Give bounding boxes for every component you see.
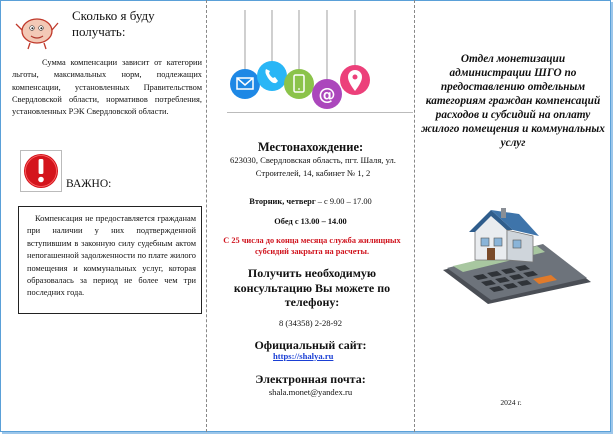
location-title: Местонахождение:: [257, 140, 364, 154]
website-link[interactable]: https://shalya.ru: [273, 351, 334, 361]
phone-icon: [257, 61, 287, 91]
email-title: Электронная почта:: [255, 372, 366, 386]
svg-text:@: @: [318, 85, 336, 105]
working-time: – с 9.00 – 17.00: [317, 197, 372, 206]
panel1-title: Сколько я буду получать:: [72, 8, 155, 39]
year-label: 2024 г.: [500, 398, 522, 407]
working-hours: [207, 197, 414, 206]
warning-label: ВАЖНО:: [66, 178, 112, 190]
lunch-hours: Обед с 13.00 – 14.00: [274, 217, 347, 226]
contact-icons-group: [225, 10, 375, 110]
working-days: Вторник, четверг: [249, 197, 316, 206]
mobile-icon: [284, 69, 314, 99]
exclamation-warning-icon: [20, 150, 62, 192]
house-calculator-image: [433, 200, 593, 305]
panel-right: [413, 0, 609, 432]
website-title: Официальный сайт:: [254, 338, 367, 352]
panel-middle: [206, 0, 415, 432]
compensation-text: Сумма компенсации зависит от категории льготы, максимальных норм, подлежащих компенсации, установленных Правительством Свердловской области, нормативов потребления, установленных РЭК Свердловской области.: [12, 58, 202, 117]
location-pin-icon: [340, 65, 370, 95]
phone-number: 8 (34358) 2-28-92: [278, 318, 342, 328]
deadline-note: С 25 числа до конца месяца служба жилищных субсидий закрыта на расчеты.: [223, 236, 401, 256]
notice-box: Компенсация не предоставляется гражданам при наличии у них подтвержденной вступившим в законную силу судебным актом непогашенной задолженности по плате жилого помещения и коммунальных услуг, которая образовалась за период не более чем три последних года.: [18, 206, 202, 314]
address-text: 623030, Свердловская область, пгт. Шаля, ул. Строителей, 14, кабинет № 1, 2: [230, 155, 396, 178]
divider: [227, 112, 413, 113]
department-title: Отдел монетизации администрации ШГО по предоставлению отдельным категориям граждан компенсаций расходов и субсидий на оплату жилого помещения и коммунальных услуг: [421, 53, 605, 149]
panel-left: [0, 0, 206, 432]
envelope-icon: [230, 69, 260, 99]
at-icon: [312, 79, 342, 109]
cartoon-mascot-icon: [13, 10, 61, 50]
consultation-title: Получить необходимую консультацию Вы можете по телефону:: [233, 266, 391, 309]
email-address: shala.monet@yandex.ru: [268, 387, 353, 397]
